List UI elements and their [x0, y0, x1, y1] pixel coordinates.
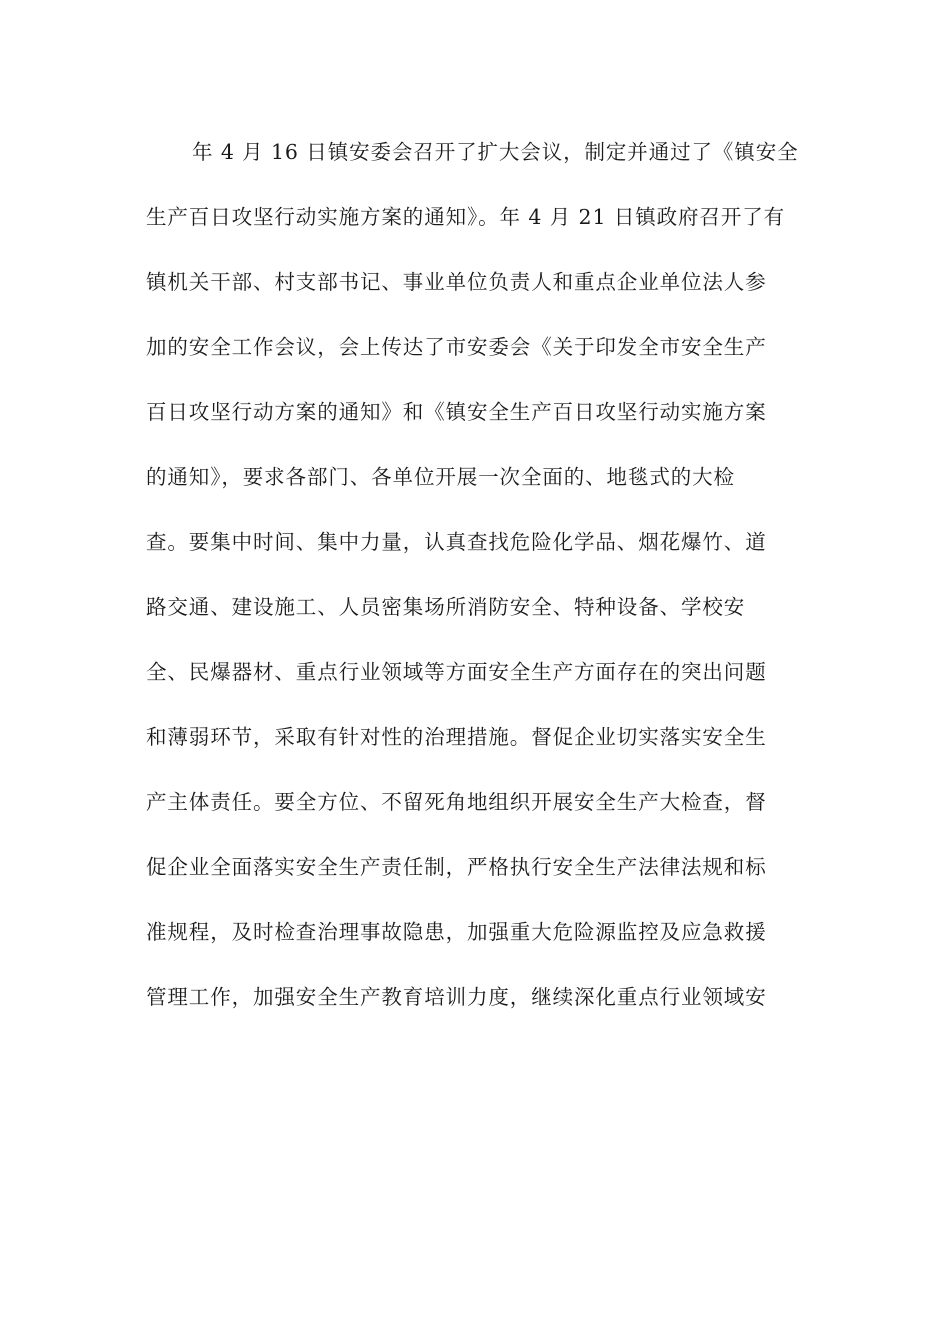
- text-line: 全、民爆器材、重点行业领域等方面安全生产方面存在的突出问题: [146, 660, 767, 684]
- text-line: 路交通、建设施工、人员密集场所消防安全、特种设备、学校安: [146, 595, 746, 619]
- body-paragraph: [146, 127, 806, 1037]
- text-line: 生产百日攻坚行动实施方案的通知》。年 4 月 21 日镇政府召开了有: [146, 205, 786, 229]
- text-line: 的通知》，要求各部门、各单位开展一次全面的、地毯式的大检: [146, 465, 735, 489]
- text-line: 加的安全工作会议，会上传达了市安委会《关于印发全市安全生产: [146, 335, 767, 359]
- text-line: 和薄弱环节，采取有针对性的治理措施。督促企业切实落实安全生: [146, 725, 767, 749]
- text-line: 产主体责任。要全方位、不留死角地组织开展安全生产大检查，督: [146, 790, 767, 814]
- text-line: 百日攻坚行动方案的通知》和《镇安全生产百日攻坚行动实施方案: [146, 400, 767, 424]
- text-line: 准规程，及时检查治理事故隐患，加强重大危险源监控及应急救援: [146, 920, 767, 944]
- text-line: 查。要集中时间、集中力量，认真查找危险化学品、烟花爆竹、道: [146, 530, 767, 554]
- text-line: 管理工作，加强安全生产教育培训力度，继续深化重点行业领域安: [146, 985, 767, 1009]
- text-line: 年 4 月 16 日镇安委会召开了扩大会议，制定并通过了《镇安全: [192, 140, 799, 164]
- text-line: 镇机关干部、村支部书记、事业单位负责人和重点企业单位法人参: [146, 270, 767, 294]
- text-line: 促企业全面落实安全生产责任制，严格执行安全生产法律法规和标: [146, 855, 767, 879]
